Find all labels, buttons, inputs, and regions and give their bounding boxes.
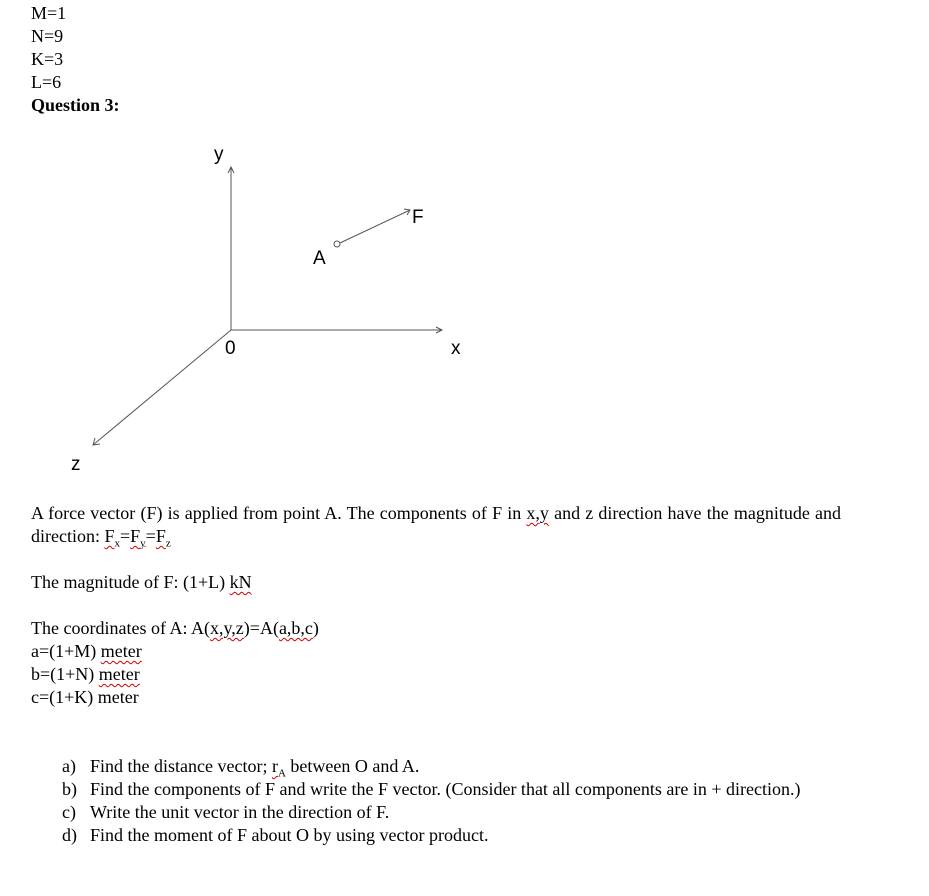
question-text: Find the components of F and write the F vector. (Consider that all components are in + direction.) [90, 779, 801, 799]
question-list [62, 755, 837, 847]
coordinates-abc: a,b,c [278, 618, 313, 638]
question-label: a) [62, 756, 76, 776]
equals-sign: = [120, 526, 131, 546]
question-text: Find the distance vector; $r_A$ between O and A. [90, 756, 420, 780]
force-f-label: F [412, 207, 424, 228]
fz-term: $F_z$ [155, 526, 171, 550]
question-item-a [62, 755, 837, 778]
question-text: Write the unit vector in the direction of F. [90, 802, 390, 822]
question-text: Find the moment of F about O by using vector product. [90, 825, 489, 845]
intro-text-2: and z direction have the magnitude and direction: [31, 503, 841, 546]
equals-sign: = [145, 526, 156, 546]
origin-label: 0 [225, 338, 236, 359]
variable-l: L=6 [31, 72, 62, 92]
point-a-label: A [313, 248, 326, 269]
variables-block [31, 2, 120, 117]
fx-term: $F_x$ [104, 526, 120, 550]
magnitude-unit: kN [229, 572, 252, 592]
magnitude-line [31, 571, 841, 594]
question-label: d) [62, 825, 77, 845]
question-label: c) [62, 802, 76, 822]
coordinates-xyz: x,y,z [209, 618, 244, 638]
z-axis-label: z [71, 454, 81, 475]
coordinate-c: c=(1+K) meter [31, 687, 139, 707]
question-item-d [62, 824, 837, 847]
intro-xy: x,y [526, 503, 549, 523]
variable-n: N=9 [31, 26, 64, 46]
question-item-c [62, 801, 837, 824]
coordinate-b: b=(1+N) meter [31, 664, 140, 684]
coordinate-a: a=(1+M) meter [31, 641, 142, 661]
question-label: b) [62, 779, 77, 799]
variable-k: K=3 [31, 49, 64, 69]
point-a-marker [334, 241, 340, 247]
magnitude-text: The magnitude of F: (1+L) [31, 572, 230, 592]
intro-text-1: A force vector (F) is applied from point A. The components of F in [31, 503, 527, 523]
z-axis [93, 330, 231, 445]
variable-m: M=1 [31, 3, 67, 23]
coordinates-line: The coordinates of A: A(x,y,z)=A(a,b,c) [31, 618, 319, 638]
fy-term: $F_y$ [130, 526, 146, 550]
x-axis-label: x [451, 338, 461, 359]
coordinates-block [31, 617, 841, 709]
question-item-b [62, 778, 837, 801]
intro-paragraph [31, 502, 841, 548]
coordinate-diagram [0, 130, 929, 490]
y-axis-label: y [214, 144, 224, 165]
force-vector-line [340, 210, 410, 243]
question-title: Question 3: [31, 95, 120, 115]
